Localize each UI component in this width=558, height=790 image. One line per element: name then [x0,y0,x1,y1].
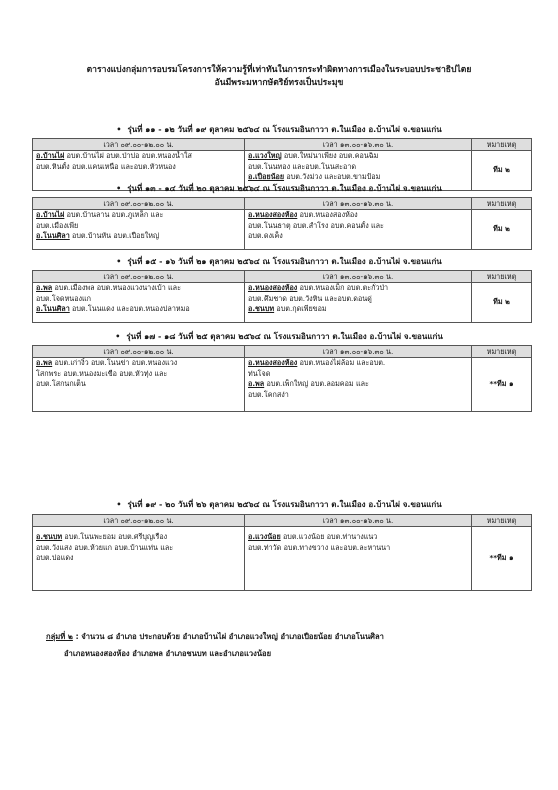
document-title [40,64,518,90]
afternoon-header: เวลา ๑๓.๐๐-๑๖.๓๐ น. [245,139,472,151]
subdistrict-text: อบต.ใหม่นาเพียง อบต.คอนฉิม [281,151,379,160]
subdistrict-text: อบต.โคกสง่า [248,389,289,399]
session-table [32,197,532,250]
district-name: อ.ชนบท [248,304,275,314]
cell-line [248,231,468,242]
subdistrict-text: อบต.โสกนกเต็น [36,379,86,389]
group-summary-line-2: อำเภอหนองสองห้อง อำเภอพล อำเภอชนบท และอำเภอแวงน้อย [64,649,272,658]
cell-line [248,543,468,554]
cell-line [248,390,468,401]
afternoon-cell [245,210,472,250]
morning-cell [33,358,245,412]
subdistrict-text: อบต.เมืองเพีย [36,220,79,230]
cell-line [36,304,241,315]
bullet-icon: • [116,257,122,266]
district-name: อ.พล [36,283,53,292]
morning-cell [33,283,245,323]
subdistrict-text: อบต.ดงเค็ง [248,231,283,241]
cell-line [36,231,241,242]
subdistrict-text: อบต.โจดหนองแก [36,293,92,303]
afternoon-header: เวลา ๑๓.๐๐-๑๖.๓๐ น. [245,198,472,210]
cell-line [248,172,468,183]
group-summary-text: : จำนวน ๘ อำเภอ ประกอบด้วย อำเภอบ้านไผ่ อำเภอแวงใหญ่ อำเภอเปือยน้อย อำเภอโนนศิลา [72,632,384,641]
afternoon-cell [245,283,472,323]
subdistrict-text: อบต.เก่างิ้ว อบต.โนนข่า อบต.หนองแวง [52,358,178,367]
cell-line [36,532,241,543]
district-name: อ.พล [248,379,265,389]
cell-line [36,151,241,162]
morning-cell [33,210,245,250]
session-heading [34,331,524,342]
subdistrict-text: อบต.โนนพะยอม อบต.ศรีบุญเรือง [62,532,168,541]
note-header: หมายเหตุ [472,198,532,210]
group-summary [46,628,384,662]
session-heading [34,124,524,135]
afternoon-cell [245,358,472,412]
note-cell: ทีม ๒ [472,283,532,323]
note-cell: **ทีม ๑ [472,527,532,591]
bullet-icon: • [116,125,122,134]
cell-line [248,221,468,232]
subdistrict-text: อบต.เมืองพล อบต.หนองแวงนางเบ้า และ [52,283,181,292]
cell-line [248,532,468,543]
title-line-1: ตารางแบ่งกลุ่มการอบรมโครงการให้ความรู้ที่เท่าทันในการกระทำผิดทางการเมืองในระบอบประชาธิปไตย [86,65,472,75]
note-header: หมายเหตุ [472,515,532,527]
cell-line [36,283,241,294]
cell-line [248,294,468,305]
cell-line [248,283,468,294]
district-name: อ.แวงน้อย [248,532,281,541]
subdistrict-text: อบต.บ้านหัน อบต.เปือยใหญ่ [69,231,160,241]
subdistrict-text: อบต.คึมชาด อบต.วังหิน และอบต.ดอนดู่ [248,293,372,303]
session-heading [34,256,524,267]
subdistrict-text: อบต.บ้านไผ่ อบต.ป่าปอ อบต.หนองน้ำใส [64,151,192,160]
note-header: หมายเหตุ [472,139,532,151]
session-heading-text: รุ่นที่ ๑๗ - ๑๘ วันที่ ๒๕ ตุลาคม ๒๕๖๔ ณ โรงแรมอินกาวา ต.ในเมือง อ.บ้านไผ่ จ.ขอนแก่น [126,332,443,341]
note-header: หมายเหตุ [472,346,532,358]
subdistrict-text: อบต.โนนทอง และอบต.โนนสะอาด [248,161,357,171]
cell-line [36,210,241,221]
cell-line [248,304,468,315]
subdistrict-text: อบต.โนนแดง และอบต.หนองปลาหมอ [69,304,190,314]
afternoon-header: เวลา ๑๓.๐๐-๑๖.๓๐ น. [245,271,472,283]
session-heading-text: รุ่นที่ ๑๑ - ๑๒ วันที่ ๑๙ ตุลาคม ๒๕๖๔ ณ โรงแรมอินกาวา ต.ในเมือง อ.บ้านไผ่ จ.ขอนแก่น [127,125,442,134]
subdistrict-text: อบต.แวงน้อย อบต.ท่านางแนว [280,532,378,541]
session-heading [34,499,524,510]
session-heading [34,183,524,194]
group-label: กลุ่มที่ ๒ [46,632,73,641]
district-name: อ.เปือยน้อย [248,172,285,182]
morning-header: เวลา ๐๙.๐๐-๑๒.๐๐ น. [33,198,245,210]
morning-header: เวลา ๐๙.๐๐-๑๒.๐๐ น. [33,515,245,527]
morning-header: เวลา ๐๙.๐๐-๑๒.๐๐ น. [33,271,245,283]
subdistrict-text: อบต.ปอแดง [36,553,74,563]
cell-line [248,210,468,221]
subdistrict-text: โสกพระ อบต.หนองมะเขือ อบต.หัวทุ่ง และ [36,368,168,378]
district-name: อ.บ้านไผ่ [36,210,65,219]
cell-line [36,543,241,554]
district-name: อ.หนองสองห้อง [248,283,298,292]
subdistrict-text: อบต.วังม่วง และอบต.ขามป้อม [284,172,381,182]
morning-header: เวลา ๐๙.๐๐-๑๒.๐๐ น. [33,346,245,358]
morning-cell [33,527,245,591]
district-name: อ.ชนบท [36,532,63,541]
subdistrict-text: อบต.หนองสองห้อง [297,210,358,219]
district-name: อ.พล [36,358,53,367]
cell-line [248,162,468,173]
cell-line [248,379,468,390]
subdistrict-text: อบต.โนนธาตุ อบต.สำโรง อบต.คอนตั้ง และ [248,220,384,230]
district-name: อ.หนองสองห้อง [248,358,298,367]
afternoon-header: เวลา ๑๓.๐๐-๑๖.๓๐ น. [245,515,472,527]
group-summary-line-1 [46,628,384,645]
bullet-icon: • [116,500,122,509]
subdistrict-text: อบต.หนองเม็ก อบต.ตะกั่วป่า [297,283,389,292]
cell-line [248,151,468,162]
cell-line [36,369,241,380]
note-header: หมายเหตุ [472,271,532,283]
bullet-icon: • [116,184,122,193]
session-table [32,514,532,591]
subdistrict-text: อบต.บ้านลาน อบต.ภูเหล็ก และ [64,210,164,219]
afternoon-cell [245,527,472,591]
district-name: อ.โนนศิลา [36,231,70,241]
cell-line [36,294,241,305]
session-table [32,345,532,412]
session-table [32,270,532,323]
cell-line [36,379,241,390]
district-name: อ.บ้านไผ่ [36,151,65,160]
district-name: อ.หนองสองห้อง [248,210,298,219]
bullet-icon: • [115,332,121,341]
session-heading-text: รุ่นที่ ๑๙ - ๒๐ วันที่ ๒๖ ตุลาคม ๒๕๖๔ ณ โรงแรมอินกาวา ต.ในเมือง อ.บ้านไผ่ จ.ขอนแก่น [127,500,442,509]
cell-line [36,221,241,232]
note-cell: **ทีม ๑ [472,358,532,412]
title-line-2: อันมีพระมหากษัตริย์ทรงเป็นประมุข [214,78,344,88]
district-name: อ.แวงใหญ่ [248,151,282,160]
note-cell: ทีม ๒ [472,210,532,250]
cell-line [36,358,241,369]
subdistrict-text: อบต.กุดเพียขอม [274,304,327,314]
note-cell: ทีม ๒ [472,151,532,191]
subdistrict-text: อบต.หนองไผ่ล้อม และอบต. [297,358,386,367]
district-name: อ.โนนศิลา [36,304,70,314]
subdistrict-text: อบต.วังแสง อบต.ห้วยแก อบต.บ้านแท่น และ [36,542,174,552]
cell-line [36,162,241,173]
subdistrict-text: อบต.ท่าวัด อบต.ทางขวาง และอบต.ละหานนา [248,542,391,552]
session-heading-text: รุ่นที่ ๑๕ - ๑๖ วันที่ ๒๑ ตุลาคม ๒๕๖๔ ณ โรงแรมอินกาวา ต.ในเมือง อ.บ้านไผ่ จ.ขอนแก่น [127,257,442,266]
cell-line [248,369,468,380]
cell-line [248,358,468,369]
subdistrict-text: ท่นโจด [248,368,271,378]
session-heading-text: รุ่นที่ ๑๓ - ๑๔ วันที่ ๒๐ ตุลาคม ๒๕๖๔ ณ โรงแรมอินกาวา ต.ในเมือง อ.บ้านไผ่ จ.ขอนแก่น [127,184,442,193]
morning-header: เวลา ๐๙.๐๐-๑๒.๐๐ น. [33,139,245,151]
subdistrict-text: อบต.หินตั้ง อบต.แคนเหนือ และอบต.หัวหนอง [36,161,176,171]
afternoon-header: เวลา ๑๓.๐๐-๑๖.๓๐ น. [245,346,472,358]
cell-line [36,553,241,564]
subdistrict-text: อบต.เพ็กใหญ่ อบต.ลอมคอม และ [264,379,369,389]
